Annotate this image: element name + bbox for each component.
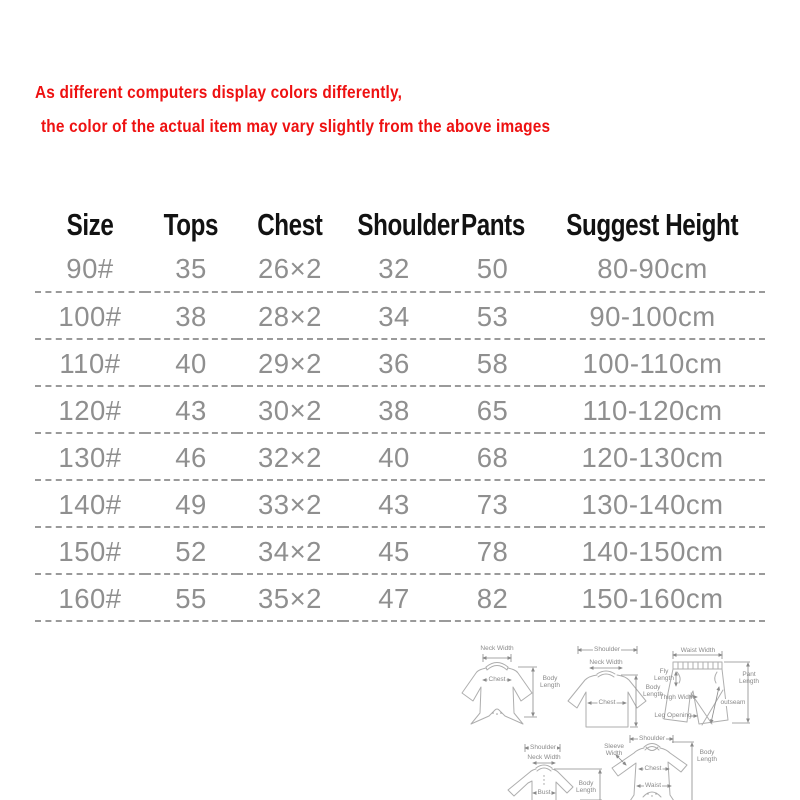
tshirt-neck-width-label: Neck Width: [589, 659, 623, 666]
column-header-label: Suggest Height: [566, 207, 739, 242]
table-cell: 43: [343, 480, 445, 527]
table-cell: 140#: [35, 480, 145, 527]
column-header-suggest-height: [540, 206, 765, 245]
romper-body-length-label: Body Length: [697, 749, 717, 764]
table-cell: 160#: [35, 574, 145, 621]
table-cell: 43: [145, 386, 237, 433]
column-header-chest: [237, 206, 343, 245]
table-cell: 33×2: [237, 480, 343, 527]
table-cell: 35: [145, 245, 237, 292]
bodysuit-chest-label: Chest: [488, 676, 506, 683]
table-cell: 65: [445, 386, 540, 433]
column-header-label: Pants: [460, 207, 525, 242]
bodysuit-body-length-label: Body Length: [540, 675, 560, 690]
shorts-fly-length-label: Fly Length: [654, 668, 674, 683]
table-cell: 120-130cm: [540, 433, 765, 480]
table-row: [35, 386, 765, 433]
table-cell: 32×2: [237, 433, 343, 480]
column-header-label: Chest: [257, 207, 323, 242]
tshirt-body-length-label: Body Length: [643, 684, 663, 699]
table-cell: 150-160cm: [540, 574, 765, 621]
table-cell: 58: [445, 339, 540, 386]
column-header-shoulder: [343, 206, 460, 245]
table-cell: 80-90cm: [540, 245, 765, 292]
table-cell: 110#: [35, 339, 145, 386]
table-cell: 28×2: [237, 292, 343, 339]
table-row: [35, 574, 765, 621]
table-row: [35, 339, 765, 386]
shorts-leg-opening-label: Leg Opening: [654, 712, 692, 719]
table-cell: 49: [145, 480, 237, 527]
table-cell: 55: [145, 574, 237, 621]
table-header-row: [35, 206, 765, 245]
table-cell: 120#: [35, 386, 145, 433]
table-cell: 100-110cm: [540, 339, 765, 386]
table-cell: 34×2: [237, 527, 343, 574]
table-cell: 36: [343, 339, 445, 386]
henley-bust-label: Bust: [537, 789, 551, 796]
table-cell: 46: [145, 433, 237, 480]
table-cell: 100#: [35, 292, 145, 339]
table-cell: 52: [145, 527, 237, 574]
table-cell: 45: [343, 527, 445, 574]
table-row: [35, 527, 765, 574]
table-cell: 38: [145, 292, 237, 339]
column-header-label: Shoulder: [357, 207, 460, 242]
column-header-size: [35, 206, 145, 245]
table-cell: 53: [445, 292, 540, 339]
table-row: [35, 433, 765, 480]
column-header-tops: [145, 206, 237, 245]
table-cell: 40: [343, 433, 445, 480]
size-chart-table: [35, 206, 765, 622]
table-cell: 110-120cm: [540, 386, 765, 433]
column-header-pants: [445, 206, 540, 245]
bodysuit-diagram: [462, 654, 537, 724]
henley-body-length-label: Body Length: [576, 780, 596, 795]
table-cell: 140-150cm: [540, 527, 765, 574]
table-cell: 26×2: [237, 245, 343, 292]
table-cell: 47: [343, 574, 445, 621]
table-row: [35, 292, 765, 339]
table-cell: 78: [445, 527, 540, 574]
shorts-pant-length-label: Pant Length: [739, 671, 759, 686]
table-cell: 130-140cm: [540, 480, 765, 527]
henley-shoulder-label: Shoulder: [529, 744, 557, 751]
color-disclaimer-line1: As different computers display colors differently,: [35, 82, 403, 102]
romper-chest-label: Chest: [644, 765, 662, 772]
tshirt-chest-label: Chest: [598, 699, 616, 706]
table-cell: 90#: [35, 245, 145, 292]
measurement-diagrams: [440, 635, 800, 800]
tshirt-shoulder-label: Shoulder: [593, 646, 621, 653]
romper-waist-label: Waist: [644, 782, 662, 789]
table-cell: 34: [343, 292, 445, 339]
table-cell: 73: [445, 480, 540, 527]
table-cell: 68: [445, 433, 540, 480]
table-row: [35, 245, 765, 292]
table-cell: 29×2: [237, 339, 343, 386]
shorts-thigh-width-label: Thigh Width: [659, 694, 695, 701]
table-cell: 82: [445, 574, 540, 621]
table-cell: 35×2: [237, 574, 343, 621]
table-cell: 150#: [35, 527, 145, 574]
table-cell: 30×2: [237, 386, 343, 433]
table-cell: 50: [445, 245, 540, 292]
table-cell: 40: [145, 339, 237, 386]
table-row: [35, 480, 765, 527]
column-header-label: Size: [66, 207, 114, 242]
table-cell: 130#: [35, 433, 145, 480]
romper-sleeve-width-label: Sleeve Width: [604, 743, 624, 758]
table-cell: 38: [343, 386, 445, 433]
table-cell: 32: [343, 245, 445, 292]
henley-neck-width-label: Neck Width: [527, 754, 561, 761]
table-cell: 90-100cm: [540, 292, 765, 339]
column-header-label: Tops: [163, 207, 219, 242]
shorts-outseam-label: outseam: [720, 699, 746, 706]
shorts-waist-width-label: Waist Width: [680, 647, 716, 654]
color-disclaimer-line2: the color of the actual item may vary slightly from the above images: [41, 116, 551, 136]
bodysuit-neck-width-label: Neck Width: [480, 645, 514, 652]
romper-shoulder-label: Shoulder: [638, 735, 666, 742]
